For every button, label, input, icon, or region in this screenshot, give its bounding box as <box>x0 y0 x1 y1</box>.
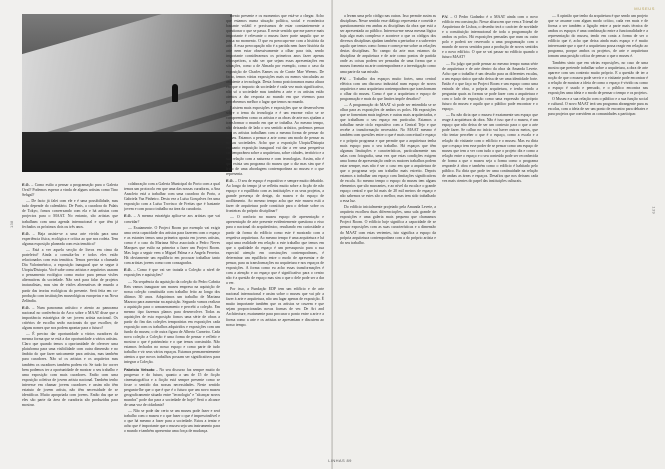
right-page <box>333 0 665 469</box>
paragraph-text: Por isso, a Fundação EDP tem um edifício e de arte nacional internacional e assim sobre o museu que vai pôr a fazer à arte e arquitetura, não um lugar apenas de exposição. É muito importante também que os artistas se cruzem e que sejam proporcionadas novas formas de ver. De Art and Architecture, exatamente para procurar o ponto entre a arte e a forma como a arte e os artistas se apresentam e discutem ao nosso tempo. <box>226 287 324 327</box>
paragraph-text: – Num panorama artístico e atento ao panorama nacional no conferência do Arco sobre o MAAT disse que a importância estratégica de ser jovem artista nacional. Os critérios de escolha serão nacionais do que escolher, de alguns nomes que nos podem apontar para o futuro? <box>22 305 118 331</box>
paragraph-text: Existem mais exposições e exposições que se desenvolvem sobre o tema da tecnologia e é um enorme valor se se compreendem como os artistas e as obras de arte nos ajudam a transformar o mundo em que se trabalha. Ao mesmo tempo, não deixando de lado o seu sentido artístico, podemos pensar que os artistas trabalham com a mesma forma de pensar do museu. Estamos a pensar a arte como um modo de pensar as nossas sociedades. Acho que a exposição Utopia/Distopia enquanto exposição inaugural vai dar a ver uma perspetiva contemporânea sobre a arquitetura, sobre cidades, território e a sua relação com a natureza e com tecnologias. Assim, não é que exista um programa do museu que o diz mas sim que é fruto de uma abordagem contemporânea ao museu e o que representa. <box>226 106 324 176</box>
interview-question <box>124 213 220 224</box>
interview-question <box>226 178 324 214</box>
interview-question <box>124 267 220 278</box>
paragraph-text: – Como é que vai ser tratada a Coleção a nível de exposições e aquisições? <box>124 268 220 278</box>
paragraph-text: — Está a ver aquela secção de livros em cima da prateleira? Ainda a consulta-los e todos eles estão relacionados com esta temática. Temos prevista a chamada Dia Valorimétrico, a exposição inaugural que se segue à Utopia/Distopia. Você sabe como artistas e arquitetos usaram o pensamento ecológico como motor para pensar visões alternativas da sociedade. Não será para falar de projetos inaturalistas, mas sim de visões alternativas de mundo a partir das teorias ecológicas do presente. Será feita em co-produção com instituições museológicas europeias e na Nova Zelândia. <box>22 248 118 303</box>
paragraph-text: — A opinião que tenho da arquitetura é que sendo um projeto que se assume com algum modo crítico, cada vez mais e de forma a ser também a ligação entre a parte mais técnica de ambos os espaços é uma combinação entre a funcionalidade e a representação do museu, tendo em conta a forma de ser o edifício que é, acho que deixa ainda mais espaço e é muito interessante que o que é a arquitetura possa reagir em relação ao programa, porque ambos os projetos, de arte e arquitetura tomam uma posição crítica de pensar o que o museu é. <box>548 14 648 59</box>
paragraph-text: — Exatamente. O Project Room por exemplo vai exigir uma certa capacidade dos artistas para fazerem com o espaço e as estantes temos uma primeira aposta em jovens artistas, como é o caso da Mariana Silva associada a Pedro Neves Marques que estão na primeira a fazer um Project Room. Mas logo a seguir vem o Miguel Palma e a Angela Ferreira. Há obviamente um equilíbrio em procurar trabalhar tanto com artistas jovens como com consagrados. <box>124 225 220 266</box>
speaker-initials: E.G. <box>124 267 132 273</box>
interview-answer <box>340 103 436 204</box>
paragraph-text: — Não se pode dar certo se um museu pode fazer e será trabalho com o museu e o que fazer o que é imprescindível e o que há mesmo a fazer para a sociedade. Estou a tentar e acho que é importante que o museu seja um instrumento para o mundo e também apresentar uma força de mudança. <box>124 409 220 434</box>
interview-question <box>22 305 118 331</box>
paragraph-text: – Haja assiste-se a uma arte vivida para uma experiência física, ecológica e crítica ao que nos rodeia. Tem alguma exposição planeada com esta temática? <box>22 231 118 246</box>
paragraph-text: O Museu e a sua relação com o público e a sua função social e cultural. O novo MAAT terá um programa abrangente para as escolas, com a ideia de ser um ponto de encontro para debates e para projetos que convidem as comunidades a participar. <box>548 97 648 117</box>
interview-question <box>442 14 538 60</box>
paragraph-text: – Como estão a pensar a programação para o Galeria Oval? Podemos esperar a vinda de alguns artistas como Tino Sehgal? <box>22 183 118 198</box>
paragraph-text: a levam uma pelo código nas outras. Isso permite assim as disciplinas. Nesse sentido esse diálogo representa e convida e questionamento em ambas as disciplinas da obra que está a ser apresentada ao público. Interessa-me nessa mesma lógica haja algo mais complexo e acontece o que os códigos dos diversos disciplinas ajudam também a perturbar e a subverter aquilo que temos como forma e começa-me sobre as relações destas disciplinas. No campo da arte mas estamos da disciplina de arquitetura e de arte como pontos de partida onde as coisas podem ser pensadas de uma forma que o museu fomenta na arte contemporânea e a investigação como uma parte da sua missão. <box>340 14 436 74</box>
interview-question <box>22 182 118 198</box>
interview-answer <box>548 61 648 96</box>
interview-answer <box>226 287 324 327</box>
paragraph-text: — Na sequência da aquisição da coleção do Pedro Cabrita Reis vamos inaugurar um museu empresa na aquisição de nossa coleção constituída com trabalho feito ao longo dos últimos 30 anos. Adquirimos um trabalho de Mariana Mazzoo para aumentar na aquisição. Segundo vamos realizar a aquisição para o armazenamento e percebi a coleção. Em mesmo tipo fazemos planos para desenvolver. Todas as aquisições de esta exposição fomos uma série de obras a partir do fim das coleções temporárias em exposições cada exposição com os trabalhos adquiridos e exposições com um fundo do museu; o de outra figura de Alberto Carneiro. Cada nova coleção a Coleção é uma forma de pensar e refletir e mostrar o que é património e o que temos construído. Não estamos fechados no nosso espaço e como parte de tudo trabalho e vir seus vários espaços. Estamos permanentemente atentos a que novos trabalhos possam ser significativos para integrar a Coleção. <box>124 279 220 365</box>
interview-answer <box>340 205 436 245</box>
text-column-4 <box>340 14 436 247</box>
text-column-5 <box>442 14 538 185</box>
footer: LINHAS 89 <box>328 458 352 463</box>
paragraph-text: — Eu julgo que pode pensar ao mesmo tempo numa série de arquitetura e de arte dentro da obra da Amanda Levete. Acho que o trabalho é um desafio para as diferentes escalas, a um espaço único que não deixa de ser uma identidade forte. Então é o que faço no Project Room e um espaço como uma entrada de obra, a própria arquitetura, e tenho vindo a perguntar quais as formas se pode fazer com a arquitetura e com o lado de exposição como uma expressão do próprio futuro do museu e aquilo que o público pode encontrar e o espaço. <box>442 61 538 112</box>
paragraph-text: Também sinto que em várias exposições, no caso de uma mostra que pretende trabalhar sobre a arquitetura, a obra de arte aparece com um contexto muito próprio. E a questão de ter a noção de que o museu pode servir e o visitante pode encontrar é a relação de mostrar a ideia de como o espaço é vivido ou como o espaço é usado e pensado, e o público encontra nas exposições uma ideia e o modo de pensar o tempo e os projetos. <box>548 60 648 95</box>
paragraph-text: — Eu não diria que o museu é exatamente um espaço que reage à arquitetura da obra. Não é isso que é o museu, é um espaço que não deixa de ser um contexto para o que a arte pode fazer. Se calhar no início vai haver outros meios, que vão tentar perceber o que é o espaço, como a escala e a relação do visitante com o edifício e o museu. Mas eu diria que o espaço tem esse poder de se pensar como um espaço de museu que tem a ver com tudo o que o projeto diz e como a relação entre o espaço e o seu conteúdo pode ser reconhecida de forma a que o museu seja a forma como o programa responde à obra e também como o edifício é habitado pelo público. Eu diria que pode ter uma continuidade na relação de ambas as áreas e espaços. Desafios que nos deixam cada vez mais cientes do papel das instituições culturais. <box>442 113 538 183</box>
interview-answer <box>548 14 648 59</box>
right-page-number: 139 <box>652 206 657 214</box>
speaker-initials: E.G. <box>22 182 30 187</box>
interview-answer <box>340 14 436 75</box>
person-silhouette <box>172 84 178 102</box>
interview-answer <box>22 332 118 408</box>
interview-answer <box>124 409 220 434</box>
interview-answer <box>124 280 220 366</box>
paragraph-text: — A programação do MAAT só pode ser entendida se se olhar para as exposições de ambos os polos. Há exposições que se fomentam mais ingleses e outras mais arquitectadas, e que trabalham o seu espaço em particular. Estamos a trabalhar neste ciclo expositivo com a Central Tejo e que recebe a transformação necessária. No MAAT mesmo é também com questões entre o que é mais conceitual e espaço e o próprio programa e que permite que a arquitetura tenha mais espaço para o seu trabalho. Há espaços que têm algumas limitações e características, particularmente nas salas com fotografia, uma vez que estas condições exigem uma forma de apresentação onde os maiores trabalhos podem estar sempre, mas não é ser o caso em que a arquitetura de que o programa seja um trabalho mais estreito. Depois estamos a trabalhar um espaço com limitações significativas de escala. Ao mesmo tempo o espaço do museu tem alguns elementos que são marcantes, e ao nível da escala e o grande espaço central e que há mais de 20 mil metros de espaço e não sabemos se estes são o melhor, mas tem sido trabalhado a essa luz. <box>340 103 436 204</box>
left-page <box>0 0 332 469</box>
speaker-initials: Fabricio Velsoto <box>124 366 155 372</box>
text-column-6 <box>548 14 648 119</box>
interview-answer <box>226 14 324 105</box>
paragraph-text: — É preciso dar oportunidade a vários curadores da mesma forma que se está a dar oportunidade a vários artistas. Claro que quando temos a oportunidade de oferecer uma plataforma para uma visibilidade com outra dimensão e no âmbito do que fazer unicamente para artistas, mas também para curadores. Não só os artistas e os arquitetos mas também os curadores também podem vir. Se tudo for correr bem podemos ter a oportunidade de mostrar o seu trabalho e uma exposição com mais curadores. Então com uma exposição coletiva de jovem artista nacional. Também tenho interesse em chamar jovens curadores e assim não têm estatuto de jovem artista, não têm necessidade de se identificar. Muito apropriada com jovens. Então das que se eles são parte da área de curadoria são produzidas para mostrar. <box>22 332 118 407</box>
speaker-initials: E.G. <box>22 304 30 310</box>
speaker-initials: E.G. <box>226 177 234 183</box>
text-column-1 <box>22 182 118 409</box>
paragraph-text: – O seu de espaço é expositivo e sempre muito debatido. Ao longo do tempo já se refletiu muito sobre a ficção de não espaço e o equilíbrio com as instituições e os seus projetos, a grande presença de design, do museu e do espaço de acolhimento. Ao mesmo tempo acha que este museu está a fazer de arquitetura pode constituir para o debate sobre os fronteiras do próprio disciplinar? <box>226 178 324 214</box>
paragraph-text: – Trabalho dos espaços muito fortes, uma central elétrica com um discurso industrial num espaço de novos arquitetos e uma arquitetura contemporânea que transformam o olhar do museu. Como é que a arquitetura e espaço de programação e mais do que limites impõe desafios? <box>340 76 436 101</box>
text-column-3 <box>226 14 324 329</box>
left-page-number: 138 <box>9 220 14 228</box>
interview-answer <box>22 199 118 229</box>
architecture-photo <box>22 14 232 172</box>
interview-answer <box>442 113 538 184</box>
interview-answer <box>442 62 538 112</box>
paragraph-text: — De facto já falei com ele e é uma possibilidade, mas tudo depende do calendário. De Paris, a curadora do Palais de Tokyo, fomos conversando com ela e há artistas com projectos para o MAAT. No entanto, são artistas que trabalham com uma agenda internacional e que têm já fechados os próximos dois ou três anos. <box>22 199 118 229</box>
paragraph-text: Do edifício inicialmente projetado pela Amanda Levete, a arquiteta escolheu duas diferenciações, uma sala grande de exposições e uma galeria mais pequena que chamamos Project Room. O edifício hoje significa a capacidade de se pensar exposições com as suas características e a dimensão do MAAT com estas vertentes, isto significa a espaço da própria arquitetura contemporânea com a do próprio artista e do seu trabalho. <box>340 205 436 245</box>
speaker-initials: F.V. <box>340 75 347 81</box>
paragraph-text: – A mesma estratégia aplica-se aos artistas que vai convidar? <box>124 214 220 224</box>
paragraph-text: colaboração com a Galeria Municipal do Porto com a qual temos um protocolo em que uma das nossas curadoras, a Ana Anacleto está a trabalhar com uma curadora do Porto, a Gabriela Vaz Pinheiro. Desta vez a Luísa Gonçalves fez uma exposição com a Luísa Trovisco de Freitas que é bastante jovem e com pouco trabalho na área da curadoria. <box>124 182 220 212</box>
speaker-initials: E.G. <box>22 230 30 236</box>
speaker-initials: E.G. <box>124 213 132 219</box>
interview-answer <box>548 97 648 117</box>
paragraph-text: mento presente e os momentos que está-se a chegar. Acho que estamos numa situação política, social e económica bastante volátil e precisamos de estar constantemente a questionar o que se passa. E neste sentido que me parece mais importante é relevante o museu fazer parte naquilo que se passa no momento. O que eu preocupo-me com a história da arte. A essa preocupação não é a partida nem fazer história da arte nem estar obsessivamente a olhar para trás, sendo importante considerarmos os primeiros anos fazer apenas retrospetivas, a não ser que sejam essas apresentações em situações, como a de Almada por exemplo, como o caso da exposição de Charles Eames ou de Carrie Mae Weems. De facto, temos várias exposições mais ou menos vinculadas ao ambiente a tecnologia. Desta forma posicionamos numa altura em que o impacto da sociedade é cada vez mais significativo, não só a sociedade mas também a arte e os artistas estão atentos a dar resposta ao mundo em que vivemos para percebermos melhor o lugar que temos no mundo. <box>226 14 324 104</box>
paragraph-text: – O Pedro Gadanho é o MAAT ainda com o novo edifício em construção. Nesse altura em que vem a Trienal de Arquitetura de Lisboa, o desenho terá o carácter de novidade e a constituição internacional de toda a programação de ambos os polos. Há exposições pensadas que num ou outro polo e poderá ser reservado a uma programação com o mundo de novos sentidos para a produção de novos sentidos e o novo edifício. O que se vai passar no edifício quando o futuro MAAT? <box>442 15 538 60</box>
text-column-2 <box>124 182 220 436</box>
interview-answer <box>124 182 220 212</box>
interview-question <box>124 367 220 408</box>
interview-question <box>22 231 118 247</box>
paragraph-text: – No seu discurso faz sempre muito do progresso e do futuro, quanto a um de 15 de ficção cinematográfica e a ficção está sempre presente como se fosse o sentido das nossas necessidades. Neste sentido pergunta-lhe que o que é que é o futuro que um novo museu geograficamente situado entre "tecnologia" e "alcançar novos mundos" pode dar para a sociedade de hoje? Será o alcance de uma voz de cidadania? <box>124 367 220 407</box>
interview-answer <box>22 248 118 304</box>
speaker-initials: F.V. <box>442 14 449 19</box>
running-head: MUSEUS <box>634 6 655 11</box>
interview-question <box>340 76 436 102</box>
interview-answer <box>226 106 324 177</box>
interview-answer <box>226 215 324 286</box>
interview-answer <box>124 226 220 266</box>
paragraph-text: — O conforto no museu espaço de apresentação e apresentação de arte presente evidentemente questiona o eixo para o nacional do arquitetónico, resultando em curiosidade a partir da forma do edifício como este é mostrado com a respetiva arquitetura. Ao mesmo tempo é uma arquitetura e há aqui uma realidade em relação a este trabalho que temos em que a qualidade do espaço é um pressuposto para a sua especial atenção em construções contemporâneas, é determinar um equilíbrio entre o modo de apresentar e de pensar, para as transformações na arquitetura e nos espaços de exposições. A forma como eu acho essas transformações é com a atenção e ao espaço que é significativo para o centro não é a questão de espaço mas sim o que o dele pode ser a dar a ver. <box>226 215 324 285</box>
